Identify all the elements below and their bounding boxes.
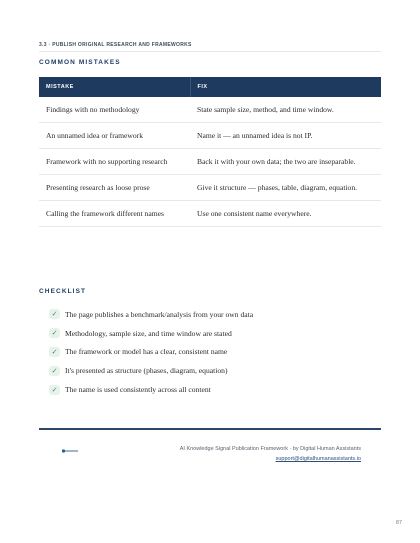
table-row: [39, 149, 381, 175]
mistake-cell: An unnamed idea or framework: [39, 123, 190, 149]
check-icon: ✓: [49, 309, 60, 319]
footer-credit: AI Knowledge Signal Publication Framework · by Digital Human Assistants: [179, 446, 361, 452]
check-icon: ✓: [49, 328, 60, 338]
mistake-cell: Calling the framework different names: [39, 201, 190, 227]
common-mistakes-table: [39, 77, 381, 227]
section-label: 3.3 · PUBLISH ORIGINAL RESEARCH AND FRAMEWORKS: [39, 42, 192, 48]
fix-cell: Back it with your own data; the two are inseparable.: [190, 149, 381, 175]
column-header-fix: FIX: [190, 77, 381, 97]
checklist-heading: CHECKLIST: [39, 288, 87, 295]
footer-credit-block: [180, 444, 361, 464]
checklist-item: [49, 343, 253, 362]
support-email-link[interactable]: support@digitalhumanassistants.io: [275, 456, 361, 462]
fix-cell: Give it structure — phases, table, diagram, equation.: [190, 175, 381, 201]
arrow-left-icon[interactable]: [61, 447, 79, 455]
checklist-item: [49, 380, 253, 399]
check-icon: ✓: [49, 385, 60, 395]
table-row: [39, 175, 381, 201]
header-divider: [39, 51, 381, 52]
mistake-cell: Presenting research as loose prose: [39, 175, 190, 201]
common-mistakes-heading: COMMON MISTAKES: [39, 59, 121, 66]
column-header-mistake: MISTAKE: [39, 77, 190, 97]
checklist-item: [49, 305, 253, 324]
checklist-item-text: The page publishes a benchmark/analysis from your own data: [65, 309, 254, 319]
table-row: [39, 123, 381, 149]
table-row: [39, 97, 381, 123]
fix-cell: State sample size, method, and time window.: [190, 97, 381, 123]
table-header-row: [39, 77, 381, 97]
mistake-cell: Findings with no methodology: [39, 97, 190, 123]
checklist-item-text: The name is used consistently across all content: [65, 385, 211, 395]
mistake-cell: Framework with no supporting research: [39, 149, 190, 175]
check-icon: ✓: [49, 366, 60, 376]
page-number: 87: [395, 520, 402, 526]
footer-divider: [39, 428, 381, 430]
fix-cell: Use one consistent name everywhere.: [190, 201, 381, 227]
checklist-item-text: Methodology, sample size, and time window are stated: [65, 328, 232, 338]
checklist-item-text: It's presented as structure (phases, diagram, equation): [65, 366, 228, 376]
checklist: [49, 305, 253, 399]
checklist-item: [49, 324, 253, 343]
checklist-item: [49, 361, 253, 380]
fix-cell: Name it — an unnamed idea is not IP.: [190, 123, 381, 149]
check-icon: ✓: [49, 347, 60, 357]
checklist-item-text: The framework or model has a clear, consistent name: [65, 347, 228, 357]
table-row: [39, 201, 381, 227]
